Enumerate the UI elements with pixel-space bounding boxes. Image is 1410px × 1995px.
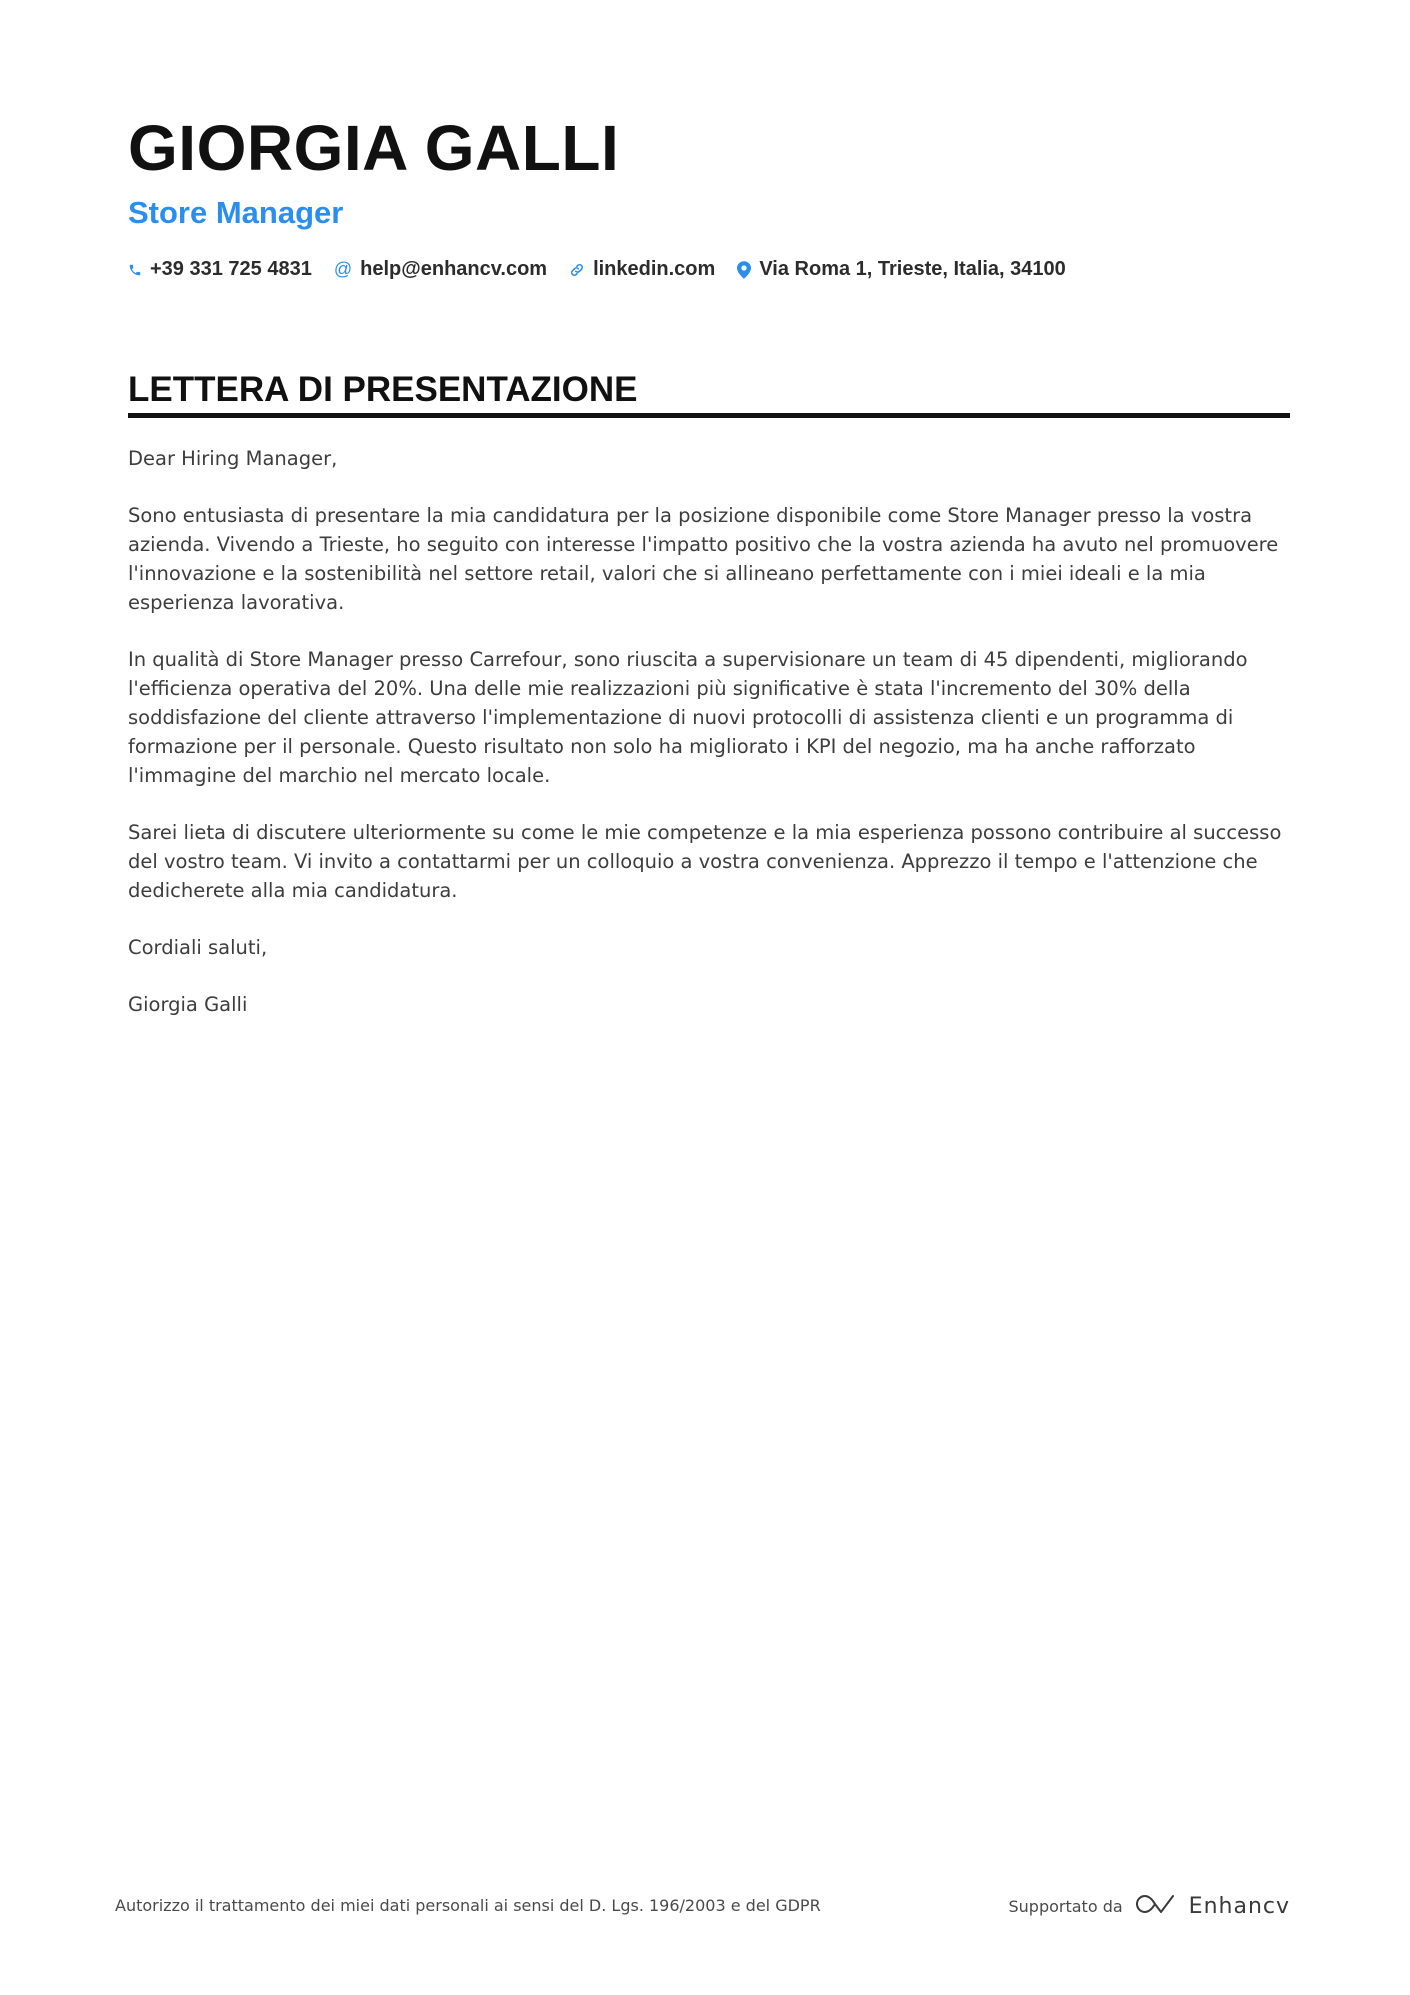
contact-bar bbox=[128, 258, 1290, 281]
at-icon: @ bbox=[333, 259, 353, 279]
letter-greeting: Dear Hiring Manager, bbox=[128, 447, 338, 470]
letter-paragraph: In qualità di Store Manager presso Carrefour, sono riuscita a supervisionare un team di 45 dipendenti, migliorando l'efficienza operativa del 20%. Una delle mie realizzazioni più significative è stata l'incremento del 30% della soddisfazione del cliente attraverso l'implementazione di nuovi protocolli di assistenza clienti e un programma di formazione per il personale. Questo risultato non solo ha migliorato i KPI del negozio, ma ha anche rafforzato l'immagine del marchio nel mercato locale. bbox=[128, 648, 1248, 787]
letter-signature: Giorgia Galli bbox=[128, 993, 248, 1016]
letter-paragraph: Sarei lieta di discutere ulteriormente su come le mie competenze e la mia esperienza possono contribuire al successo del vostro team. Vi invito a contattarmi per un colloquio a vostra convenienza. Apprezzo il tempo e l'attenzione che dedicherete alla mia candidatura. bbox=[128, 821, 1282, 902]
contact-email[interactable] bbox=[334, 258, 547, 281]
candidate-name: GIORGIA GALLI bbox=[128, 112, 620, 184]
email-address: help@enhancv.com bbox=[360, 258, 548, 280]
powered-by[interactable] bbox=[1009, 1892, 1291, 1920]
enhancv-logo-icon bbox=[1133, 1892, 1179, 1920]
job-title: Store Manager bbox=[128, 195, 344, 230]
contact-phone[interactable] bbox=[128, 258, 312, 281]
contact-address bbox=[737, 258, 1065, 281]
phone-number: +39 331 725 4831 bbox=[150, 258, 312, 280]
letter-body bbox=[128, 444, 1290, 1019]
location-pin-icon bbox=[737, 261, 751, 279]
letter-closing: Cordiali saluti, bbox=[128, 936, 268, 959]
link-icon bbox=[569, 262, 585, 278]
linkedin-link: linkedin.com bbox=[593, 258, 716, 280]
powered-by-label: Supportato da bbox=[1008, 1896, 1123, 1916]
section-title: LETTERA DI PRESENTAZIONE bbox=[128, 369, 1290, 418]
phone-icon bbox=[128, 263, 142, 277]
cover-letter-page bbox=[128, 112, 1290, 1047]
contact-linkedin[interactable] bbox=[569, 258, 715, 281]
address-text: Via Roma 1, Trieste, Italia, 34100 bbox=[759, 258, 1066, 280]
privacy-consent: Autorizzo il trattamento dei miei dati personali ai sensi del D. Lgs. 196/2003 e del GDPR bbox=[115, 1896, 821, 1915]
brand-name: Enhancv bbox=[1188, 1893, 1290, 1919]
letter-paragraph: Sono entusiasta di presentare la mia candidatura per la posizione disponibile come Store Manager presso la vostra azienda. Vivendo a Trieste, ho seguito con interesse l'impatto positivo che la vostra azienda ha avuto nel promuovere l'innovazione e la sostenibilità nel settore retail, valori che si allineano perfettamente con i miei ideali e la mia esperienza lavorativa. bbox=[128, 504, 1279, 614]
